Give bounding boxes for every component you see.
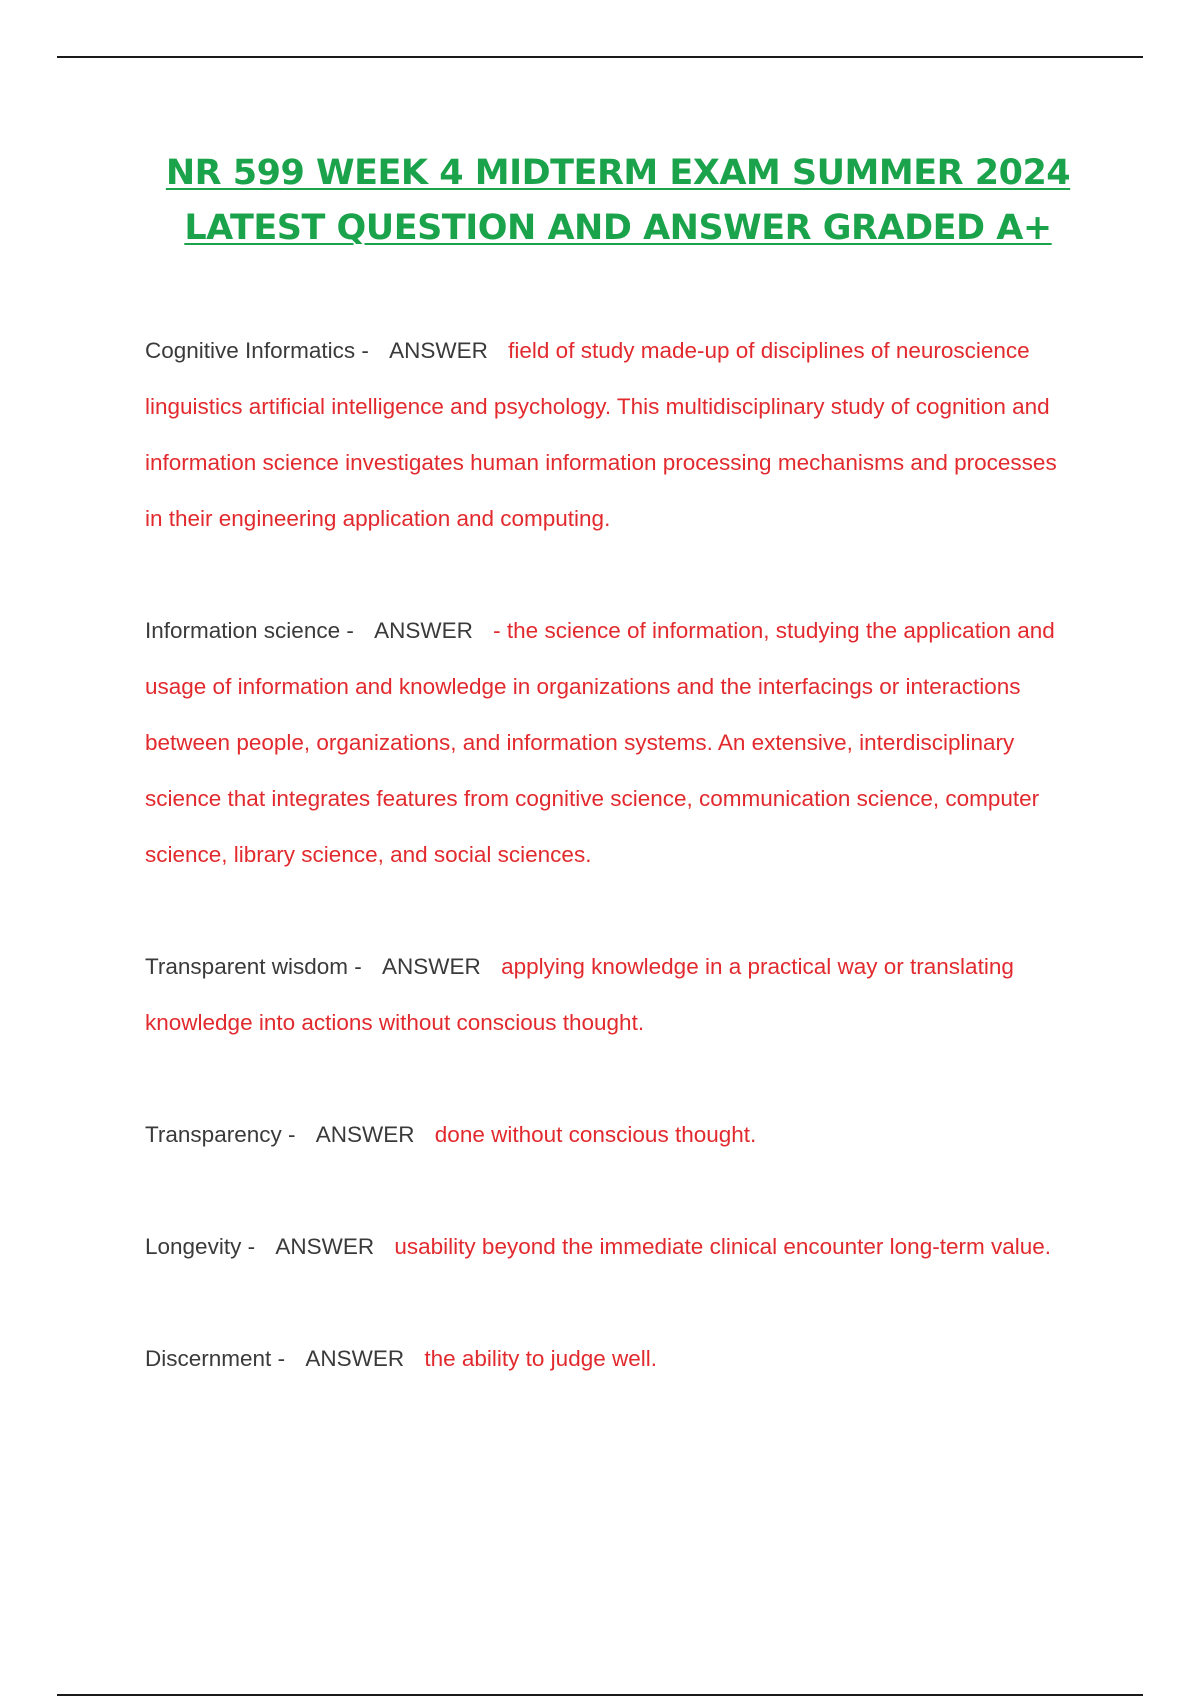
entry-term: Cognitive Informatics xyxy=(145,338,356,363)
entry-definition: done without conscious thought. xyxy=(434,1122,757,1147)
answer-label: ANSWER xyxy=(382,954,481,979)
entry-separator: - xyxy=(361,338,369,363)
answer-label: ANSWER xyxy=(305,1346,405,1371)
entry-separator: - xyxy=(346,618,354,643)
entry-term: Discernment xyxy=(145,1346,272,1371)
answer-label: ANSWER xyxy=(275,1234,375,1259)
entry-definition: applying knowledge in a practical way or translating knowledge into actions without conscious thought. xyxy=(145,954,1014,1035)
top-rule xyxy=(57,56,1143,58)
entry-definition: - the science of information, studying the application and usage of information and knowledge in organizations and the interfacings or interactions between people, organizations, and information systems. An extensive, interdisciplinary science that integrates features from cognitive science, communication science, computer science, library science, and social sciences. xyxy=(145,618,1055,867)
answer-label: ANSWER xyxy=(389,338,488,363)
answer-label: ANSWER xyxy=(374,618,473,643)
entry-term: Information science xyxy=(145,618,341,643)
entry-term: Transparent wisdom xyxy=(145,954,348,979)
entry-definition: field of study made-up of disciplines of neuroscience linguistics artificial intelligence and psychology. This multidisciplinary study of cognition and information science investigates human information processing mechanisms and processes in their engineering application and computing. xyxy=(145,338,1057,531)
entry-definition: the ability to judge well. xyxy=(424,1346,657,1371)
entry-separator: - xyxy=(277,1346,286,1371)
qa-entry xyxy=(145,1331,1080,1387)
page-title xyxy=(100,146,1136,256)
qa-entry xyxy=(145,603,1080,883)
entry-separator: - xyxy=(354,954,362,979)
qa-entry xyxy=(145,939,1080,1051)
qa-entry xyxy=(145,1107,1080,1163)
entry-term: Longevity xyxy=(145,1234,242,1259)
qa-entry xyxy=(145,323,1080,547)
bottom-rule xyxy=(57,1694,1143,1696)
title-line-1: NR 599 WEEK 4 MIDTERM EXAM SUMMER 2024 xyxy=(165,153,1071,193)
answer-label: ANSWER xyxy=(315,1122,415,1147)
entry-separator: - xyxy=(288,1122,296,1147)
entry-term: Transparency xyxy=(145,1122,282,1147)
entry-separator: - xyxy=(247,1234,256,1259)
qa-list xyxy=(145,323,1080,1443)
title-line-2: LATEST QUESTION AND ANSWER GRADED A+ xyxy=(184,208,1052,248)
qa-entry xyxy=(145,1219,1080,1275)
entry-definition: usability beyond the immediate clinical encounter long-term value. xyxy=(394,1234,1051,1259)
